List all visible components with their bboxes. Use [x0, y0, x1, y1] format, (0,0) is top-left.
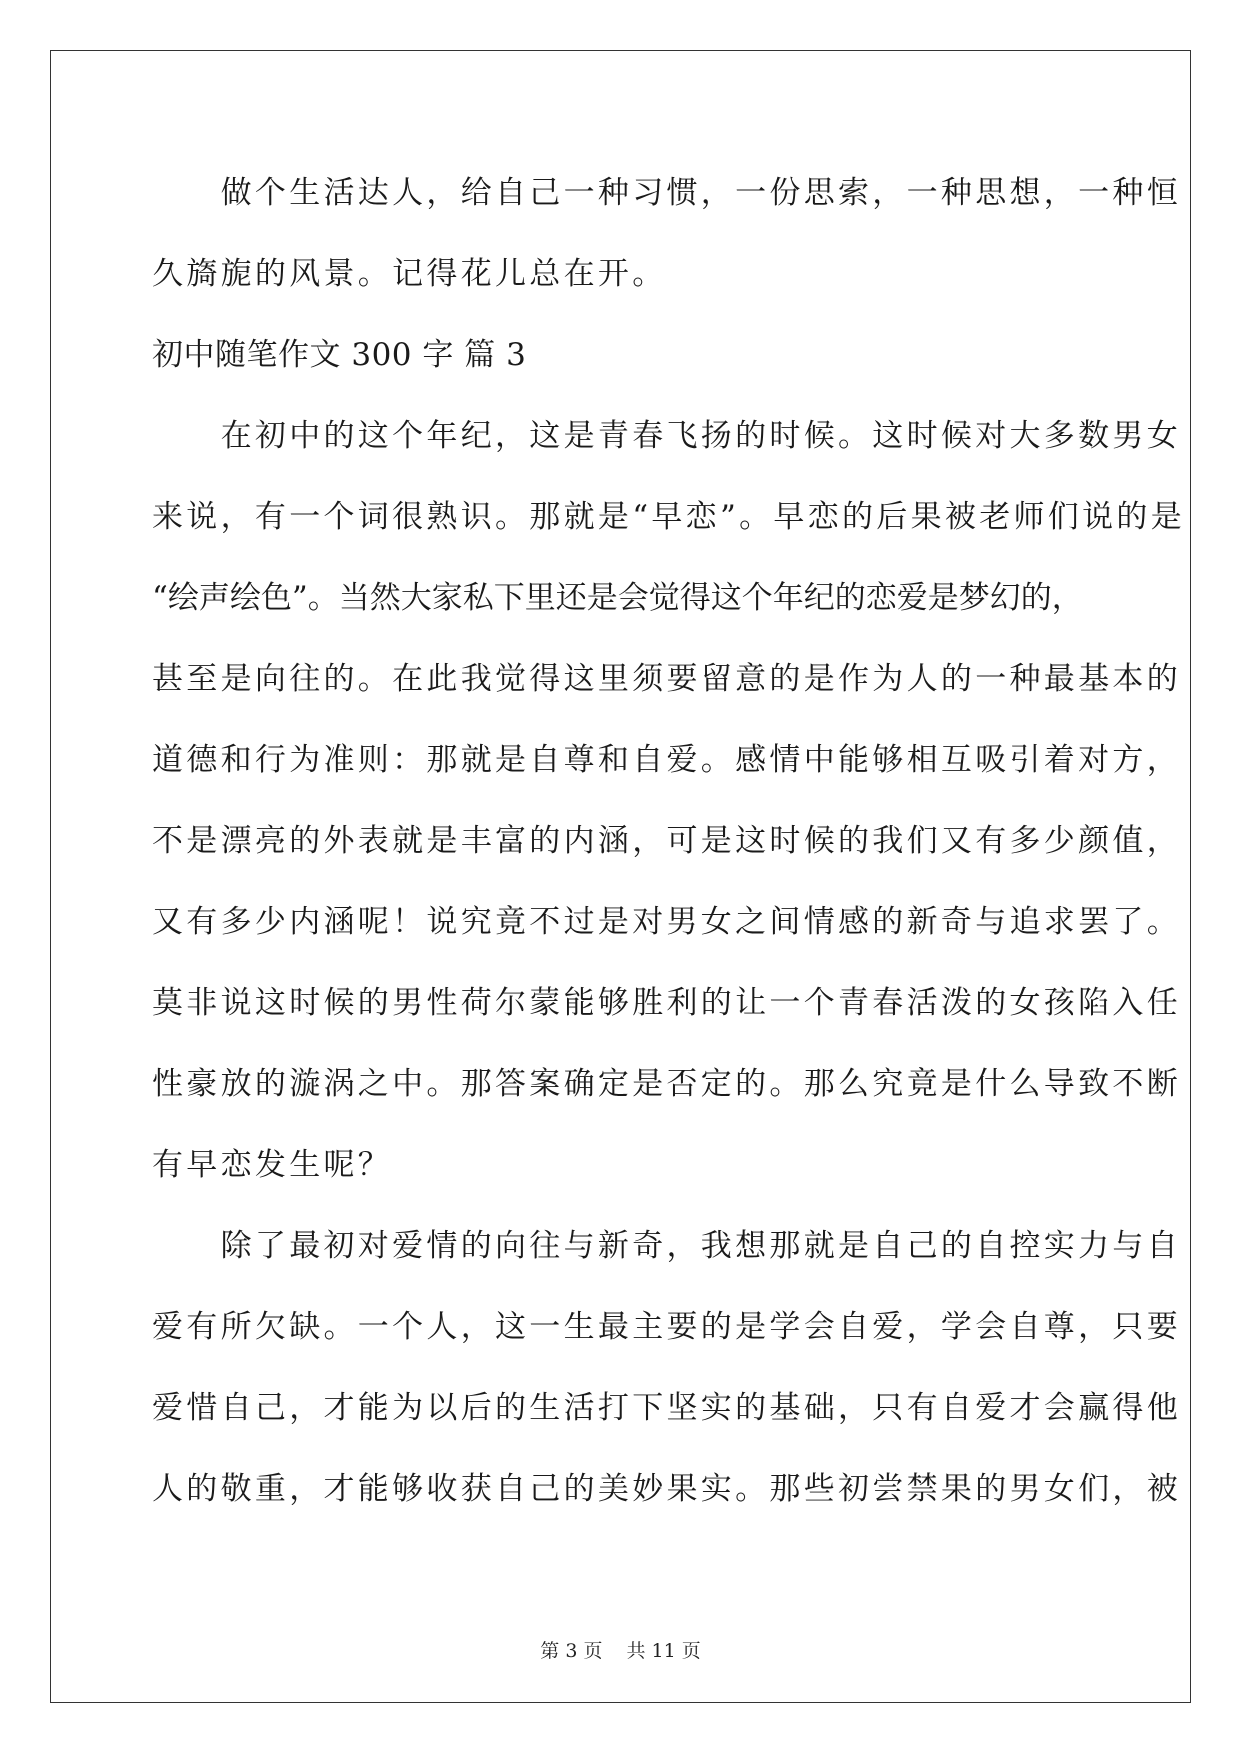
text-line: 爱惜自己，才能为以后的生活打下坚实的基础，只有自爱才会赢得他 — [152, 1390, 1181, 1426]
section-heading: 初中随笔作文 300 字 篇 3 — [152, 337, 527, 373]
text-line: 有早恋发生呢？ — [152, 1147, 393, 1183]
page-total: 共 11 页 — [626, 1640, 701, 1662]
text-line: 久旖旎的风景。记得花儿总在开。 — [152, 256, 667, 292]
text-line: 人的敬重，才能够收获自己的美妙果实。那些初尝禁果的男女们，被 — [152, 1471, 1181, 1507]
text-line: 做个生活达人，给自己一种习惯，一份思索，一种思想，一种恒 — [152, 175, 1181, 211]
text-line: 除了最初对爱情的向往与新奇，我想那就是自己的自控实力与自 — [152, 1228, 1181, 1264]
text-line: 又有多少内涵呢！说究竟不过是对男女之间情感的新奇与追求罢了。 — [152, 904, 1181, 940]
page-footer — [0, 1636, 1241, 1663]
text-line: 道德和行为准则：那就是自尊和自爱。感情中能够相互吸引着对方， — [152, 742, 1181, 778]
text-line: 爱有所欠缺。一个人，这一生最主要的是学会自爱，学会自尊，只要 — [152, 1309, 1181, 1345]
text-line: 性豪放的漩涡之中。那答案确定是否定的。那么究竟是什么导致不断 — [152, 1066, 1181, 1102]
text-line: “绘声绘色”。当然大家私下里还是会觉得这个年纪的恋爱是梦幻的， — [152, 580, 1083, 616]
text-line: 不是漂亮的外表就是丰富的内涵，可是这时候的我们又有多少颜值， — [152, 823, 1181, 859]
document-body — [152, 158, 1185, 1535]
text-line: 甚至是向往的。在此我觉得这里须要留意的是作为人的一种最基本的 — [152, 661, 1181, 697]
text-line: 莫非说这时候的男性荷尔蒙能够胜利的让一个青春活泼的女孩陷入任 — [152, 985, 1181, 1021]
text-line: 来说，有一个词很熟识。那就是“早恋”。早恋的后果被老师们说的是 — [152, 499, 1185, 535]
text-line: 在初中的这个年纪，这是青春飞扬的时候。这时候对大多数男女 — [152, 418, 1181, 454]
page-number: 第 3 页 — [540, 1640, 603, 1662]
